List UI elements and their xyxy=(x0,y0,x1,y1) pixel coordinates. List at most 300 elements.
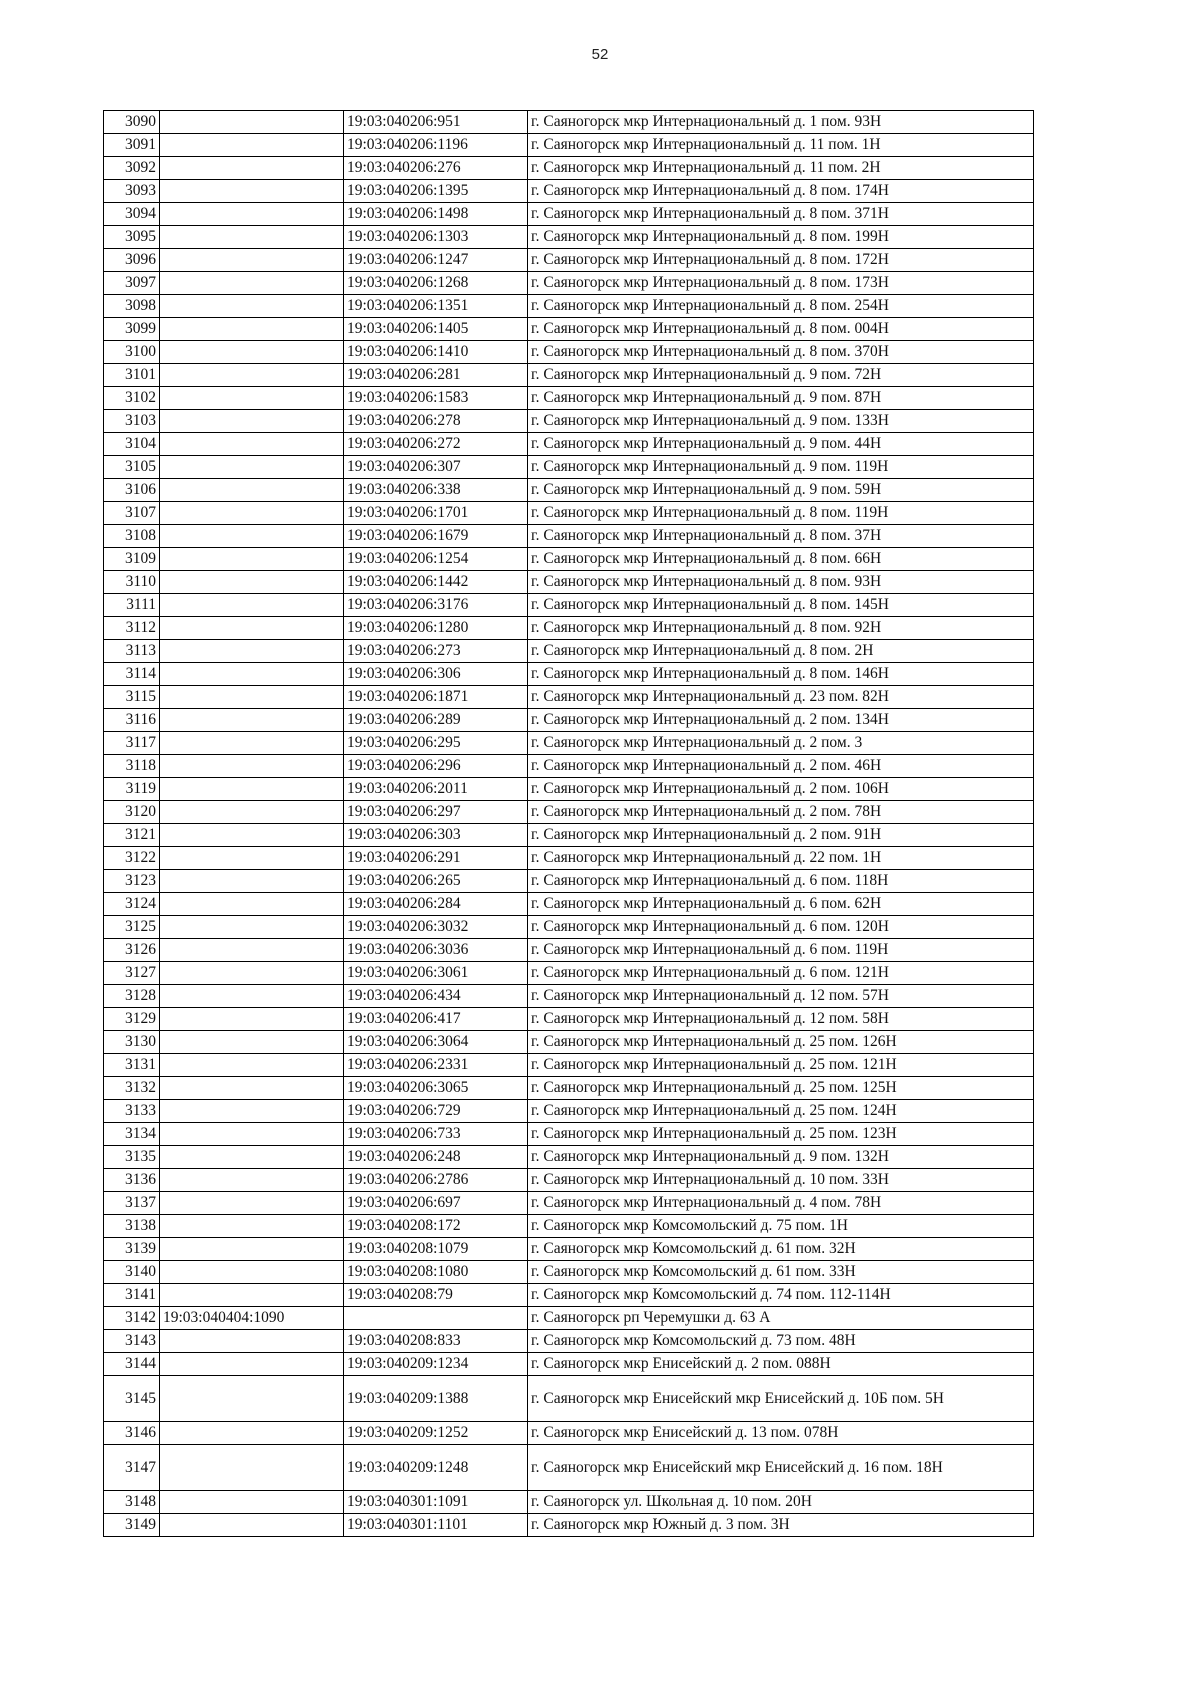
premises-cadastral-number-cell: 19:03:040206:1268 xyxy=(344,272,528,295)
address-cell: г. Саяногорск мкр Енисейский д. 2 пом. 088Н xyxy=(528,1353,1034,1376)
address-cell: г. Саяногорск мкр Комсомольский д. 74 пом. 112-114Н xyxy=(528,1284,1034,1307)
table-row xyxy=(104,180,1034,203)
land-cadastral-number-cell xyxy=(160,134,344,157)
address-cell: г. Саяногорск мкр Интернациональный д. 9 пом. 132Н xyxy=(528,1146,1034,1169)
land-cadastral-number-cell xyxy=(160,1376,344,1422)
row-number-cell: 3130 xyxy=(104,1031,160,1054)
land-cadastral-number-cell xyxy=(160,525,344,548)
premises-cadastral-number-cell: 19:03:040209:1388 xyxy=(344,1376,528,1422)
table-row xyxy=(104,1514,1034,1537)
premises-cadastral-number-cell: 19:03:040208:1080 xyxy=(344,1261,528,1284)
premises-cadastral-number-cell: 19:03:040206:296 xyxy=(344,755,528,778)
land-cadastral-number-cell xyxy=(160,1422,344,1445)
land-cadastral-number-cell xyxy=(160,226,344,249)
premises-cadastral-number-cell: 19:03:040206:297 xyxy=(344,801,528,824)
address-cell: г. Саяногорск мкр Интернациональный д. 9 пом. 44Н xyxy=(528,433,1034,456)
table-row xyxy=(104,1491,1034,1514)
premises-cadastral-number-cell: 19:03:040206:306 xyxy=(344,663,528,686)
row-number-cell: 3090 xyxy=(104,111,160,134)
premises-cadastral-number-cell: 19:03:040206:3032 xyxy=(344,916,528,939)
premises-cadastral-number-cell: 19:03:040206:2011 xyxy=(344,778,528,801)
table-row xyxy=(104,548,1034,571)
row-number-cell: 3106 xyxy=(104,479,160,502)
address-cell: г. Саяногорск мкр Интернациональный д. 10 пом. 33Н xyxy=(528,1169,1034,1192)
table-row xyxy=(104,1284,1034,1307)
row-number-cell: 3122 xyxy=(104,847,160,870)
row-number-cell: 3099 xyxy=(104,318,160,341)
address-cell: г. Саяногорск мкр Интернациональный д. 11 пом. 2Н xyxy=(528,157,1034,180)
address-cell: г. Саяногорск мкр Интернациональный д. 8 пом. 174Н xyxy=(528,180,1034,203)
premises-cadastral-number-cell: 19:03:040206:265 xyxy=(344,870,528,893)
premises-cadastral-number-cell: 19:03:040208:833 xyxy=(344,1330,528,1353)
table-row xyxy=(104,755,1034,778)
address-cell: г. Саяногорск мкр Интернациональный д. 25 пом. 124Н xyxy=(528,1100,1034,1123)
row-number-cell: 3143 xyxy=(104,1330,160,1353)
land-cadastral-number-cell xyxy=(160,1238,344,1261)
row-number-cell: 3120 xyxy=(104,801,160,824)
table-row xyxy=(104,824,1034,847)
premises-cadastral-number-cell: 19:03:040206:1351 xyxy=(344,295,528,318)
premises-cadastral-number-cell: 19:03:040206:272 xyxy=(344,433,528,456)
row-number-cell: 3121 xyxy=(104,824,160,847)
row-number-cell: 3124 xyxy=(104,893,160,916)
row-number-cell: 3123 xyxy=(104,870,160,893)
premises-cadastral-number-cell: 19:03:040206:729 xyxy=(344,1100,528,1123)
land-cadastral-number-cell xyxy=(160,1491,344,1514)
land-cadastral-number-cell xyxy=(160,1077,344,1100)
land-cadastral-number-cell xyxy=(160,1031,344,1054)
address-cell: г. Саяногорск мкр Интернациональный д. 4 пом. 78Н xyxy=(528,1192,1034,1215)
premises-cadastral-number-cell: 19:03:040206:1701 xyxy=(344,502,528,525)
row-number-cell: 3141 xyxy=(104,1284,160,1307)
table-row xyxy=(104,364,1034,387)
premises-cadastral-number-cell: 19:03:040206:1280 xyxy=(344,617,528,640)
land-cadastral-number-cell xyxy=(160,916,344,939)
premises-cadastral-number-cell: 19:03:040206:3064 xyxy=(344,1031,528,1054)
land-cadastral-number-cell xyxy=(160,111,344,134)
table-row xyxy=(104,893,1034,916)
table-row xyxy=(104,1192,1034,1215)
land-cadastral-number-cell xyxy=(160,893,344,916)
premises-cadastral-number-cell: 19:03:040206:951 xyxy=(344,111,528,134)
table-row xyxy=(104,916,1034,939)
address-cell: г. Саяногорск мкр Интернациональный д. 8 пом. 145Н xyxy=(528,594,1034,617)
premises-cadastral-number-cell xyxy=(344,1307,528,1330)
land-cadastral-number-cell xyxy=(160,1123,344,1146)
address-cell: г. Саяногорск мкр Интернациональный д. 8 пом. 37Н xyxy=(528,525,1034,548)
premises-cadastral-number-cell: 19:03:040301:1101 xyxy=(344,1514,528,1537)
land-cadastral-number-cell xyxy=(160,341,344,364)
table-row xyxy=(104,111,1034,134)
address-cell: г. Саяногорск мкр Интернациональный д. 25 пом. 123Н xyxy=(528,1123,1034,1146)
address-cell: г. Саяногорск мкр Интернациональный д. 2 пом. 106Н xyxy=(528,778,1034,801)
land-cadastral-number-cell xyxy=(160,433,344,456)
address-cell: г. Саяногорск мкр Интернациональный д. 8 пом. 370Н xyxy=(528,341,1034,364)
address-cell: г. Саяногорск мкр Интернациональный д. 9 пом. 87Н xyxy=(528,387,1034,410)
table-row xyxy=(104,410,1034,433)
table-row xyxy=(104,272,1034,295)
row-number-cell: 3116 xyxy=(104,709,160,732)
land-cadastral-number-cell xyxy=(160,203,344,226)
land-cadastral-number-cell xyxy=(160,824,344,847)
table-row xyxy=(104,295,1034,318)
table-row xyxy=(104,157,1034,180)
table-row xyxy=(104,801,1034,824)
row-number-cell: 3104 xyxy=(104,433,160,456)
address-cell: г. Саяногорск мкр Интернациональный д. 8 пом. 66Н xyxy=(528,548,1034,571)
registry-table-body xyxy=(104,111,1034,1537)
table-row xyxy=(104,1261,1034,1284)
row-number-cell: 3127 xyxy=(104,962,160,985)
row-number-cell: 3112 xyxy=(104,617,160,640)
row-number-cell: 3097 xyxy=(104,272,160,295)
premises-cadastral-number-cell: 19:03:040206:1405 xyxy=(344,318,528,341)
table-row xyxy=(104,226,1034,249)
table-row xyxy=(104,456,1034,479)
table-row xyxy=(104,134,1034,157)
row-number-cell: 3137 xyxy=(104,1192,160,1215)
address-cell: г. Саяногорск мкр Интернациональный д. 6 пом. 121Н xyxy=(528,962,1034,985)
table-row xyxy=(104,1100,1034,1123)
table-row xyxy=(104,985,1034,1008)
address-cell: г. Саяногорск мкр Енисейский мкр Енисейский д. 16 пом. 18Н xyxy=(528,1445,1034,1491)
address-cell: г. Саяногорск мкр Интернациональный д. 6 пом. 118Н xyxy=(528,870,1034,893)
premises-cadastral-number-cell: 19:03:040206:295 xyxy=(344,732,528,755)
land-cadastral-number-cell xyxy=(160,640,344,663)
row-number-cell: 3149 xyxy=(104,1514,160,1537)
row-number-cell: 3125 xyxy=(104,916,160,939)
row-number-cell: 3111 xyxy=(104,594,160,617)
table-row xyxy=(104,617,1034,640)
row-number-cell: 3147 xyxy=(104,1445,160,1491)
table-row xyxy=(104,1215,1034,1238)
table-row xyxy=(104,870,1034,893)
address-cell: г. Саяногорск мкр Интернациональный д. 2 пом. 91Н xyxy=(528,824,1034,847)
land-cadastral-number-cell xyxy=(160,295,344,318)
premises-cadastral-number-cell: 19:03:040209:1248 xyxy=(344,1445,528,1491)
land-cadastral-number-cell xyxy=(160,272,344,295)
row-number-cell: 3140 xyxy=(104,1261,160,1284)
premises-cadastral-number-cell: 19:03:040206:284 xyxy=(344,893,528,916)
premises-cadastral-number-cell: 19:03:040206:1583 xyxy=(344,387,528,410)
row-number-cell: 3128 xyxy=(104,985,160,1008)
table-row xyxy=(104,1077,1034,1100)
row-number-cell: 3135 xyxy=(104,1146,160,1169)
land-cadastral-number-cell xyxy=(160,755,344,778)
address-cell: г. Саяногорск мкр Интернациональный д. 8 пом. 2Н xyxy=(528,640,1034,663)
premises-cadastral-number-cell: 19:03:040206:2786 xyxy=(344,1169,528,1192)
land-cadastral-number-cell: 19:03:040404:1090 xyxy=(160,1307,344,1330)
address-cell: г. Саяногорск мкр Интернациональный д. 6 пом. 119Н xyxy=(528,939,1034,962)
land-cadastral-number-cell xyxy=(160,571,344,594)
table-row xyxy=(104,203,1034,226)
premises-cadastral-number-cell: 19:03:040206:273 xyxy=(344,640,528,663)
table-row xyxy=(104,640,1034,663)
address-cell: г. Саяногорск мкр Интернациональный д. 8 пом. 119Н xyxy=(528,502,1034,525)
table-row xyxy=(104,778,1034,801)
address-cell: г. Саяногорск мкр Интернациональный д. 12 пом. 58Н xyxy=(528,1008,1034,1031)
address-cell: г. Саяногорск мкр Енисейский мкр Енисейский д. 10Б пом. 5Н xyxy=(528,1376,1034,1422)
table-row xyxy=(104,686,1034,709)
address-cell: г. Саяногорск мкр Интернациональный д. 25 пом. 121Н xyxy=(528,1054,1034,1077)
row-number-cell: 3142 xyxy=(104,1307,160,1330)
land-cadastral-number-cell xyxy=(160,1284,344,1307)
row-number-cell: 3115 xyxy=(104,686,160,709)
row-number-cell: 3094 xyxy=(104,203,160,226)
land-cadastral-number-cell xyxy=(160,686,344,709)
row-number-cell: 3109 xyxy=(104,548,160,571)
land-cadastral-number-cell xyxy=(160,1008,344,1031)
row-number-cell: 3107 xyxy=(104,502,160,525)
premises-cadastral-number-cell: 19:03:040206:3176 xyxy=(344,594,528,617)
table-row xyxy=(104,1353,1034,1376)
land-cadastral-number-cell xyxy=(160,157,344,180)
table-row xyxy=(104,1054,1034,1077)
row-number-cell: 3101 xyxy=(104,364,160,387)
page-number: 52 xyxy=(591,46,609,63)
land-cadastral-number-cell xyxy=(160,1353,344,1376)
premises-cadastral-number-cell: 19:03:040206:276 xyxy=(344,157,528,180)
table-row xyxy=(104,1238,1034,1261)
land-cadastral-number-cell xyxy=(160,732,344,755)
row-number-cell: 3095 xyxy=(104,226,160,249)
premises-cadastral-number-cell: 19:03:040206:1303 xyxy=(344,226,528,249)
table-row xyxy=(104,318,1034,341)
premises-cadastral-number-cell: 19:03:040206:1196 xyxy=(344,134,528,157)
table-row xyxy=(104,479,1034,502)
row-number-cell: 3138 xyxy=(104,1215,160,1238)
address-cell: г. Саяногорск мкр Комсомольский д. 61 пом. 32Н xyxy=(528,1238,1034,1261)
table-row xyxy=(104,709,1034,732)
land-cadastral-number-cell xyxy=(160,502,344,525)
address-cell: г. Саяногорск мкр Комсомольский д. 61 пом. 33Н xyxy=(528,1261,1034,1284)
premises-cadastral-number-cell: 19:03:040206:3036 xyxy=(344,939,528,962)
table-row xyxy=(104,1376,1034,1422)
property-registry-table xyxy=(103,110,1034,1537)
land-cadastral-number-cell xyxy=(160,1445,344,1491)
premises-cadastral-number-cell: 19:03:040206:434 xyxy=(344,985,528,1008)
row-number-cell: 3105 xyxy=(104,456,160,479)
row-number-cell: 3098 xyxy=(104,295,160,318)
land-cadastral-number-cell xyxy=(160,387,344,410)
address-cell: г. Саяногорск мкр Интернациональный д. 8 пом. 92Н xyxy=(528,617,1034,640)
row-number-cell: 3117 xyxy=(104,732,160,755)
row-number-cell: 3132 xyxy=(104,1077,160,1100)
row-number-cell: 3092 xyxy=(104,157,160,180)
premises-cadastral-number-cell: 19:03:040206:3065 xyxy=(344,1077,528,1100)
table-row xyxy=(104,1123,1034,1146)
address-cell: г. Саяногорск мкр Интернациональный д. 8 пом. 254Н xyxy=(528,295,1034,318)
land-cadastral-number-cell xyxy=(160,985,344,1008)
premises-cadastral-number-cell: 19:03:040206:1254 xyxy=(344,548,528,571)
row-number-cell: 3126 xyxy=(104,939,160,962)
land-cadastral-number-cell xyxy=(160,594,344,617)
address-cell: г. Саяногорск мкр Интернациональный д. 9 пом. 59Н xyxy=(528,479,1034,502)
table-row xyxy=(104,594,1034,617)
row-number-cell: 3129 xyxy=(104,1008,160,1031)
premises-cadastral-number-cell: 19:03:040206:278 xyxy=(344,410,528,433)
address-cell: г. Саяногорск мкр Интернациональный д. 8 пом. 199Н xyxy=(528,226,1034,249)
table-row xyxy=(104,502,1034,525)
land-cadastral-number-cell xyxy=(160,617,344,640)
address-cell: г. Саяногорск мкр Интернациональный д. 8 пом. 173Н xyxy=(528,272,1034,295)
address-cell: г. Саяногорск мкр Южный д. 3 пом. 3Н xyxy=(528,1514,1034,1537)
premises-cadastral-number-cell: 19:03:040206:1247 xyxy=(344,249,528,272)
table-row xyxy=(104,387,1034,410)
land-cadastral-number-cell xyxy=(160,709,344,732)
premises-cadastral-number-cell: 19:03:040206:2331 xyxy=(344,1054,528,1077)
row-number-cell: 3114 xyxy=(104,663,160,686)
table-row xyxy=(104,249,1034,272)
land-cadastral-number-cell xyxy=(160,1330,344,1353)
land-cadastral-number-cell xyxy=(160,410,344,433)
land-cadastral-number-cell xyxy=(160,1215,344,1238)
premises-cadastral-number-cell: 19:03:040206:417 xyxy=(344,1008,528,1031)
address-cell: г. Саяногорск мкр Интернациональный д. 25 пом. 125Н xyxy=(528,1077,1034,1100)
address-cell: г. Саяногорск мкр Интернациональный д. 1 пом. 93Н xyxy=(528,111,1034,134)
premises-cadastral-number-cell: 19:03:040206:303 xyxy=(344,824,528,847)
address-cell: г. Саяногорск рп Черемушки д. 63 А xyxy=(528,1307,1034,1330)
land-cadastral-number-cell xyxy=(160,801,344,824)
land-cadastral-number-cell xyxy=(160,1146,344,1169)
row-number-cell: 3139 xyxy=(104,1238,160,1261)
land-cadastral-number-cell xyxy=(160,1192,344,1215)
address-cell: г. Саяногорск мкр Интернациональный д. 8 пом. 371Н xyxy=(528,203,1034,226)
row-number-cell: 3146 xyxy=(104,1422,160,1445)
address-cell: г. Саяногорск мкр Интернациональный д. 9 пом. 72Н xyxy=(528,364,1034,387)
address-cell: г. Саяногорск мкр Интернациональный д. 2 пом. 134Н xyxy=(528,709,1034,732)
address-cell: г. Саяногорск мкр Интернациональный д. 2 пом. 46Н xyxy=(528,755,1034,778)
land-cadastral-number-cell xyxy=(160,870,344,893)
premises-cadastral-number-cell: 19:03:040206:281 xyxy=(344,364,528,387)
land-cadastral-number-cell xyxy=(160,1100,344,1123)
table-row xyxy=(104,571,1034,594)
address-cell: г. Саяногорск мкр Интернациональный д. 23 пом. 82Н xyxy=(528,686,1034,709)
land-cadastral-number-cell xyxy=(160,456,344,479)
table-row xyxy=(104,847,1034,870)
row-number-cell: 3134 xyxy=(104,1123,160,1146)
address-cell: г. Саяногорск мкр Интернациональный д. 12 пом. 57Н xyxy=(528,985,1034,1008)
land-cadastral-number-cell xyxy=(160,364,344,387)
table-row xyxy=(104,1422,1034,1445)
premises-cadastral-number-cell: 19:03:040209:1252 xyxy=(344,1422,528,1445)
premises-cadastral-number-cell: 19:03:040206:1442 xyxy=(344,571,528,594)
address-cell: г. Саяногорск мкр Интернациональный д. 8 пом. 004Н xyxy=(528,318,1034,341)
table-row xyxy=(104,433,1034,456)
table-row xyxy=(104,341,1034,364)
address-cell: г. Саяногорск мкр Комсомольский д. 73 пом. 48Н xyxy=(528,1330,1034,1353)
address-cell: г. Саяногорск мкр Интернациональный д. 11 пом. 1Н xyxy=(528,134,1034,157)
row-number-cell: 3144 xyxy=(104,1353,160,1376)
table-row xyxy=(104,1330,1034,1353)
land-cadastral-number-cell xyxy=(160,1169,344,1192)
premises-cadastral-number-cell: 19:03:040208:79 xyxy=(344,1284,528,1307)
row-number-cell: 3113 xyxy=(104,640,160,663)
premises-cadastral-number-cell: 19:03:040206:338 xyxy=(344,479,528,502)
land-cadastral-number-cell xyxy=(160,1054,344,1077)
premises-cadastral-number-cell: 19:03:040209:1234 xyxy=(344,1353,528,1376)
land-cadastral-number-cell xyxy=(160,479,344,502)
premises-cadastral-number-cell: 19:03:040208:172 xyxy=(344,1215,528,1238)
premises-cadastral-number-cell: 19:03:040206:291 xyxy=(344,847,528,870)
land-cadastral-number-cell xyxy=(160,663,344,686)
table-row xyxy=(104,1169,1034,1192)
premises-cadastral-number-cell: 19:03:040206:733 xyxy=(344,1123,528,1146)
table-row xyxy=(104,1031,1034,1054)
premises-cadastral-number-cell: 19:03:040206:1498 xyxy=(344,203,528,226)
address-cell: г. Саяногорск мкр Комсомольский д. 75 пом. 1Н xyxy=(528,1215,1034,1238)
premises-cadastral-number-cell: 19:03:040206:697 xyxy=(344,1192,528,1215)
land-cadastral-number-cell xyxy=(160,1261,344,1284)
address-cell: г. Саяногорск мкр Интернациональный д. 9 пом. 133Н xyxy=(528,410,1034,433)
address-cell: г. Саяногорск мкр Интернациональный д. 22 пом. 1Н xyxy=(528,847,1034,870)
land-cadastral-number-cell xyxy=(160,847,344,870)
table-row xyxy=(104,663,1034,686)
address-cell: г. Саяногорск мкр Интернациональный д. 2 пом. 3 xyxy=(528,732,1034,755)
row-number-cell: 3118 xyxy=(104,755,160,778)
premises-cadastral-number-cell: 19:03:040206:3061 xyxy=(344,962,528,985)
row-number-cell: 3096 xyxy=(104,249,160,272)
table-row xyxy=(104,525,1034,548)
table-row xyxy=(104,732,1034,755)
land-cadastral-number-cell xyxy=(160,778,344,801)
table-row xyxy=(104,1445,1034,1491)
premises-cadastral-number-cell: 19:03:040206:1679 xyxy=(344,525,528,548)
row-number-cell: 3133 xyxy=(104,1100,160,1123)
land-cadastral-number-cell xyxy=(160,180,344,203)
land-cadastral-number-cell xyxy=(160,1514,344,1537)
row-number-cell: 3100 xyxy=(104,341,160,364)
land-cadastral-number-cell xyxy=(160,249,344,272)
row-number-cell: 3103 xyxy=(104,410,160,433)
address-cell: г. Саяногорск мкр Интернациональный д. 8 пом. 172Н xyxy=(528,249,1034,272)
premises-cadastral-number-cell: 19:03:040206:1410 xyxy=(344,341,528,364)
table-row xyxy=(104,1307,1034,1330)
premises-cadastral-number-cell: 19:03:040206:307 xyxy=(344,456,528,479)
address-cell: г. Саяногорск мкр Интернациональный д. 8 пом. 93Н xyxy=(528,571,1034,594)
row-number-cell: 3102 xyxy=(104,387,160,410)
table-row xyxy=(104,1008,1034,1031)
row-number-cell: 3145 xyxy=(104,1376,160,1422)
address-cell: г. Саяногорск мкр Интернациональный д. 25 пом. 126Н xyxy=(528,1031,1034,1054)
land-cadastral-number-cell xyxy=(160,318,344,341)
table-row xyxy=(104,939,1034,962)
address-cell: г. Саяногорск мкр Енисейский д. 13 пом. 078Н xyxy=(528,1422,1034,1445)
address-cell: г. Саяногорск мкр Интернациональный д. 6 пом. 62Н xyxy=(528,893,1034,916)
row-number-cell: 3131 xyxy=(104,1054,160,1077)
land-cadastral-number-cell xyxy=(160,962,344,985)
address-cell: г. Саяногорск ул. Школьная д. 10 пом. 20Н xyxy=(528,1491,1034,1514)
premises-cadastral-number-cell: 19:03:040301:1091 xyxy=(344,1491,528,1514)
premises-cadastral-number-cell: 19:03:040206:248 xyxy=(344,1146,528,1169)
table-row xyxy=(104,1146,1034,1169)
row-number-cell: 3108 xyxy=(104,525,160,548)
premises-cadastral-number-cell: 19:03:040206:1395 xyxy=(344,180,528,203)
row-number-cell: 3119 xyxy=(104,778,160,801)
address-cell: г. Саяногорск мкр Интернациональный д. 2 пом. 78Н xyxy=(528,801,1034,824)
premises-cadastral-number-cell: 19:03:040206:289 xyxy=(344,709,528,732)
land-cadastral-number-cell xyxy=(160,939,344,962)
address-cell: г. Саяногорск мкр Интернациональный д. 8 пом. 146Н xyxy=(528,663,1034,686)
row-number-cell: 3148 xyxy=(104,1491,160,1514)
row-number-cell: 3093 xyxy=(104,180,160,203)
premises-cadastral-number-cell: 19:03:040206:1871 xyxy=(344,686,528,709)
land-cadastral-number-cell xyxy=(160,548,344,571)
address-cell: г. Саяногорск мкр Интернациональный д. 6 пом. 120Н xyxy=(528,916,1034,939)
premises-cadastral-number-cell: 19:03:040208:1079 xyxy=(344,1238,528,1261)
table-row xyxy=(104,962,1034,985)
address-cell: г. Саяногорск мкр Интернациональный д. 9 пом. 119Н xyxy=(528,456,1034,479)
